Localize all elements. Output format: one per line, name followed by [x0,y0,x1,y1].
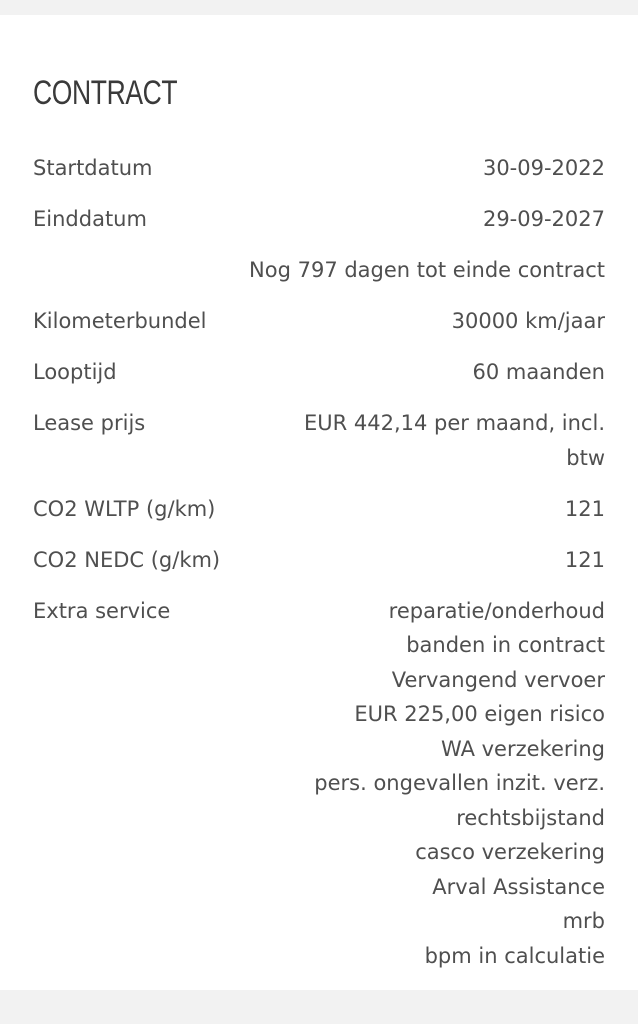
extra-service-label: Extra service [33,598,171,623]
extra-service-item: Arval Assistance [432,874,605,899]
row-einddatum [33,202,605,237]
row-days-remaining [33,253,605,288]
extra-service-list [182,594,605,974]
row-lease-prijs [33,406,605,475]
extra-service-item: bpm in calculatie [424,943,605,968]
contract-details [33,151,605,973]
row-startdatum [33,151,605,186]
extra-service-item: banden in contract [406,633,605,657]
co2-nedc-value: 121 [564,547,605,572]
looptijd-label: Looptijd [33,360,117,384]
contract-title: CONTRACT [33,74,178,112]
extra-service-item: pers. ongevallen inzit. verz. [314,771,605,795]
days-remaining-text: Nog 797 dagen tot einde contract [249,258,605,282]
co2-nedc-label: CO2 NEDC (g/km) [33,547,221,572]
startdatum-label: Startdatum [33,156,153,180]
extra-service-item: EUR 225,00 eigen risico [354,702,605,726]
row-looptijd [33,355,605,390]
co2-wltp-value: 121 [564,496,605,521]
kilometerbundel-label: Kilometerbundel [33,309,207,333]
extra-service-item: casco verzekering [415,840,605,864]
contract-card [0,15,638,990]
extra-service-item: reparatie/onderhoud [388,598,605,623]
extra-service-item: Vervangend vervoer [391,667,605,692]
lease-prijs-value: EUR 442,14 per maand, incl. btw [303,411,605,470]
extra-service-item: rechtsbijstand [456,805,605,830]
extra-service-item: mrb [562,909,605,933]
co2-wltp-label: CO2 WLTP (g/km) [33,496,216,521]
looptijd-value: 60 maanden [472,360,605,384]
startdatum-value: 30-09-2022 [482,156,605,180]
row-co2-nedc [33,543,605,578]
lease-prijs-label: Lease prijs [33,411,146,435]
kilometerbundel-value: 30000 km/jaar [451,309,605,333]
extra-service-item: WA verzekering [440,736,605,761]
row-co2-wltp [33,492,605,527]
row-kilometerbundel [33,304,605,339]
row-extra-service [33,594,605,974]
einddatum-value: 29-09-2027 [482,207,605,231]
einddatum-label: Einddatum [33,207,147,231]
